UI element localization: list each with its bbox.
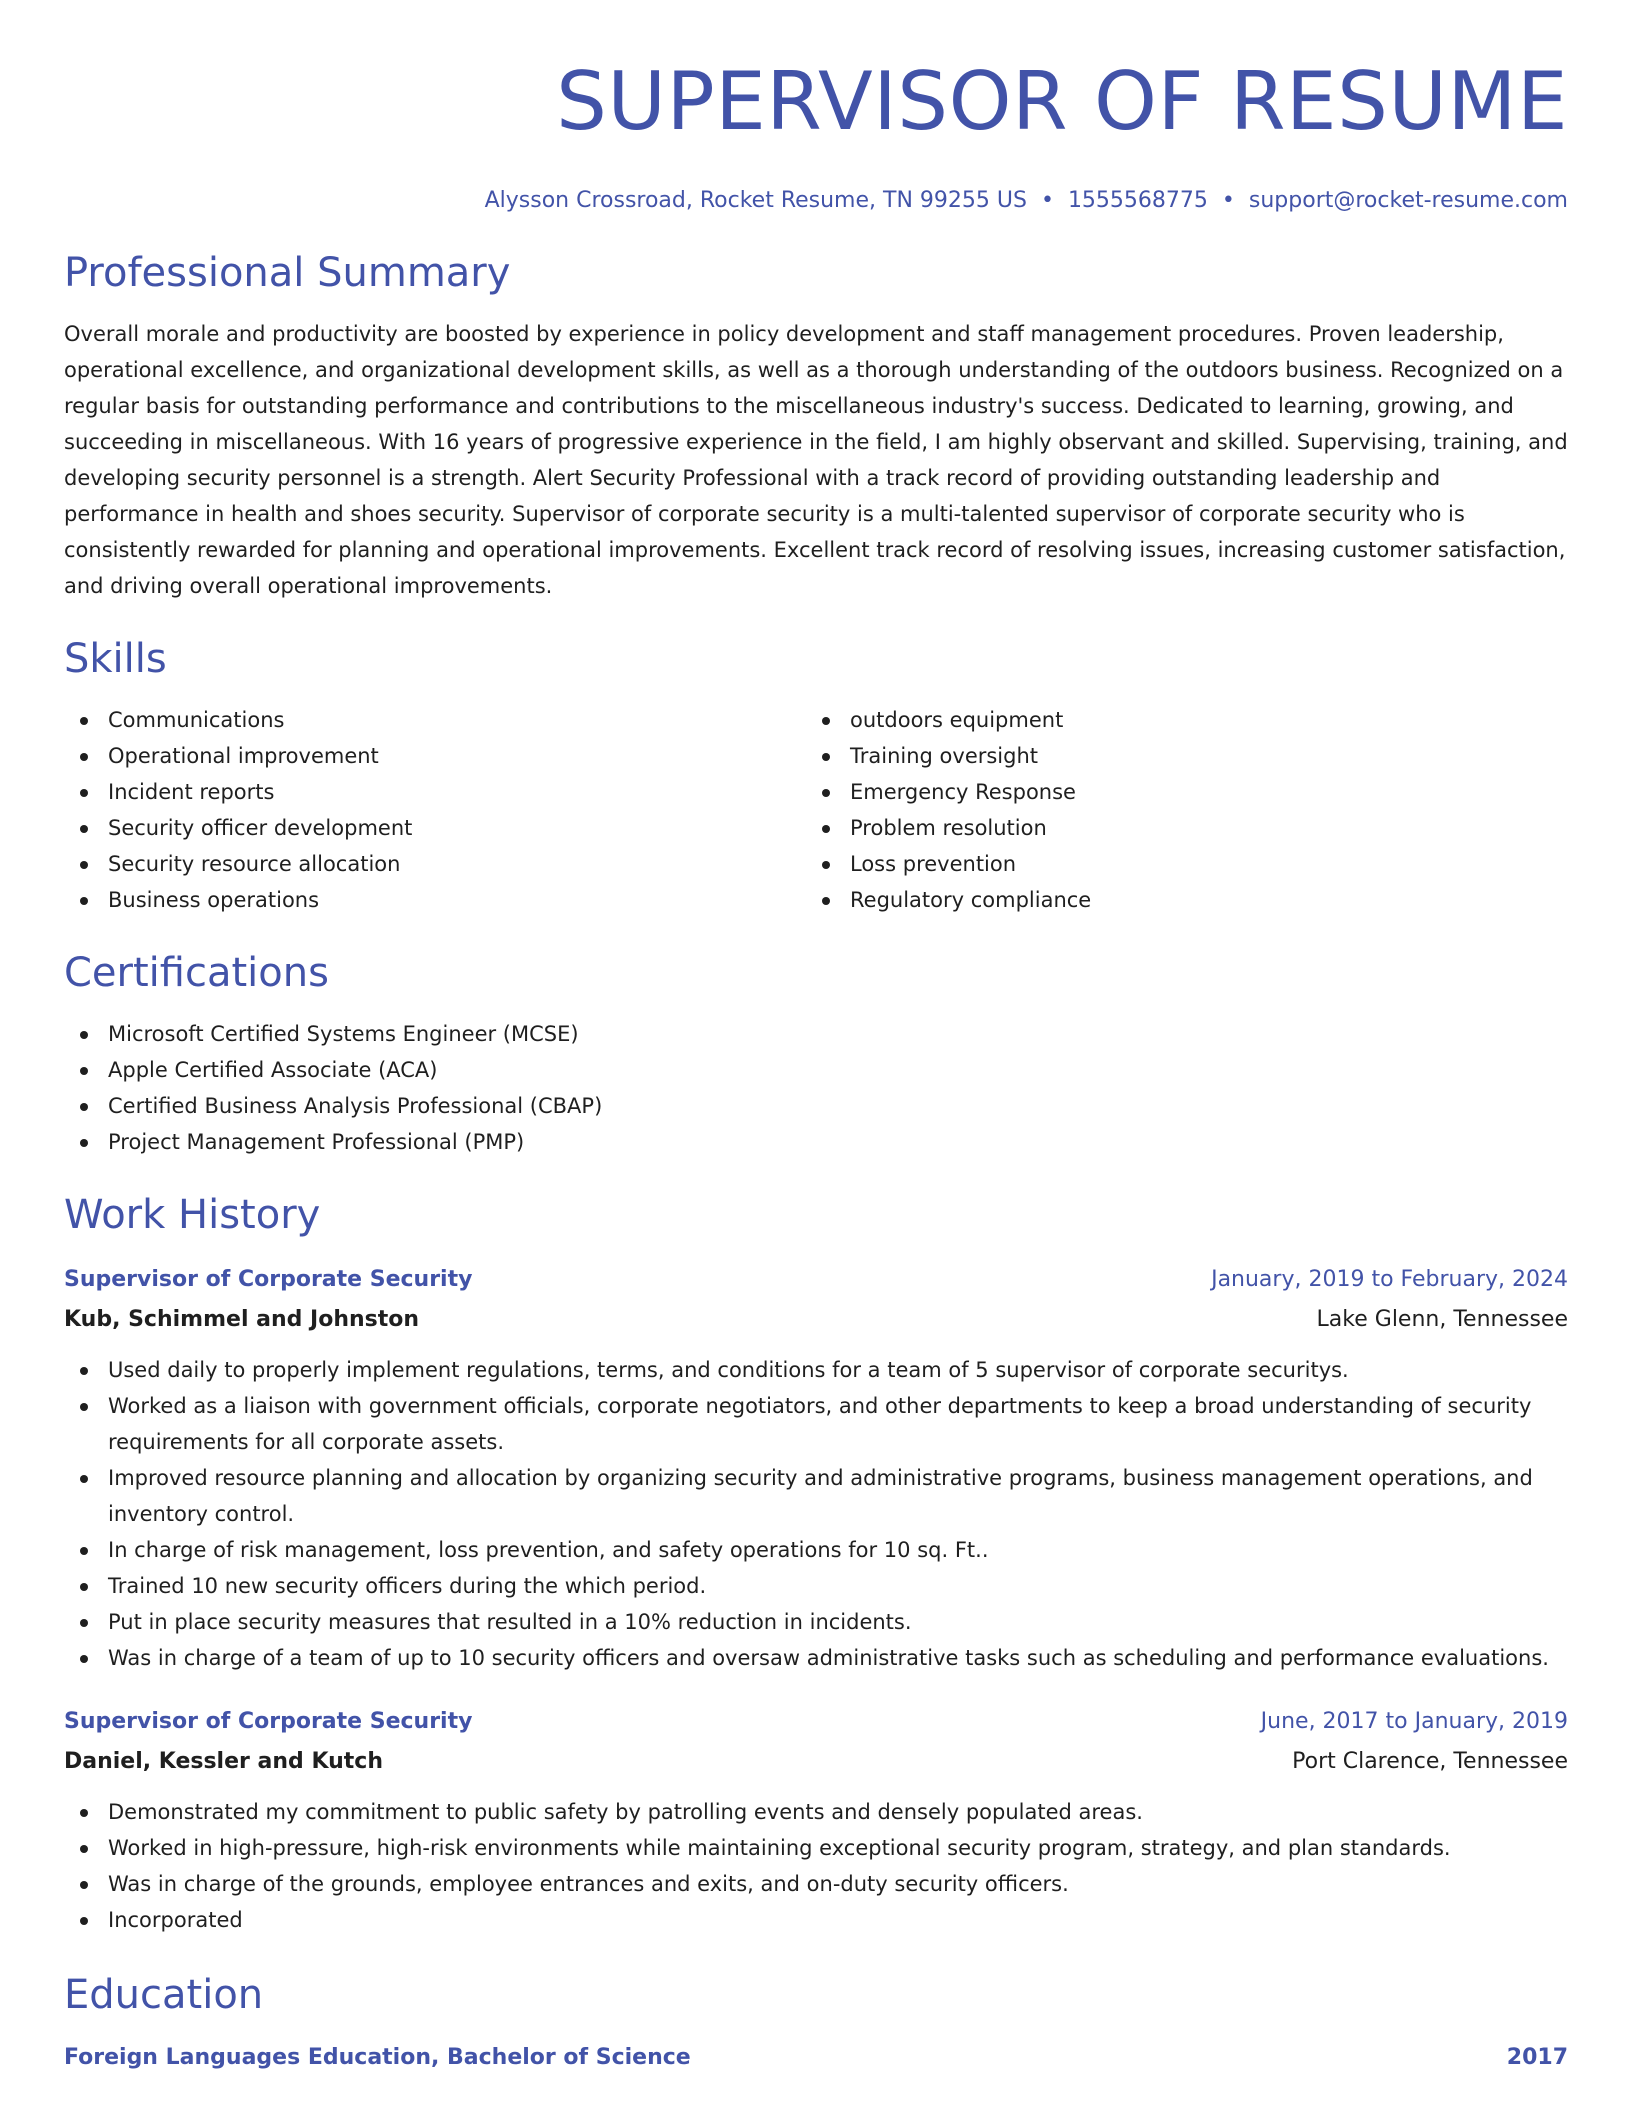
certification-item: Certified Business Analysis Professional (CBAP) xyxy=(64,1088,1568,1124)
skill-item: Security officer development xyxy=(64,810,806,846)
skill-item: Regulatory compliance xyxy=(806,882,1548,918)
certifications-heading: Certifications xyxy=(64,950,329,996)
certification-item: Microsoft Certified Systems Engineer (MCSE) xyxy=(64,1016,1568,1052)
job-bullet: In charge of risk management, loss prevention, and safety operations for 10 sq. Ft.. xyxy=(64,1532,1568,1568)
education-heading: Education xyxy=(64,1972,264,2018)
skill-item: Communications xyxy=(64,702,806,738)
skills-column-left xyxy=(64,702,806,918)
resume-name: SUPERVISOR OF RESUME xyxy=(556,55,1568,148)
contact-separator: • xyxy=(1040,188,1054,213)
contact-email: support@rocket-resume.com xyxy=(1248,188,1568,213)
job-title: Supervisor of Corporate Security xyxy=(64,1709,473,1734)
skill-item: Business operations xyxy=(64,882,806,918)
certification-item: Apple Certified Associate (ACA) xyxy=(64,1052,1568,1088)
job-title: Supervisor of Corporate Security xyxy=(64,1267,473,1292)
skill-item: Training oversight xyxy=(806,738,1548,774)
skill-item: Emergency Response xyxy=(806,774,1548,810)
summary-text: Overall morale and productivity are boosted by experience in policy development and staff management procedures. Proven leadership, operational excellence, and organizational development skills, as well as a thorough understanding of the outdoors business. Recognized on a regular basis for outstanding performance and contributions to the miscellaneous industry's success. Dedicated to learning, growing, and succeeding in miscellaneous. With 16 years of progressive experience in the field, I am highly observant and skilled. Supervising, training, and developing security personnel is a strength. Alert Security Professional with a track record of providing outstanding leadership and performance in health and shoes security. Supervisor of corporate security is a multi-talented supervisor of corporate security who is consistently rewarded for planning and operational improvements. Excellent track record of resolving issues, increasing customer satisfaction, and driving overall operational improvements. xyxy=(64,322,1568,598)
contact-phone: 1555568775 xyxy=(1067,188,1208,213)
contact-line xyxy=(64,186,1568,216)
job-header xyxy=(64,1702,1568,1742)
job-bullets xyxy=(64,1794,1568,1938)
job-bullet: Put in place security measures that resulted in a 10% reduction in incidents. xyxy=(64,1604,1568,1640)
skill-item: Incident reports xyxy=(64,774,806,810)
job-bullet: Worked as a liaison with government officials, corporate negotiators, and other departments to keep a broad understanding of security requirements for all corporate assets. xyxy=(64,1388,1568,1460)
job-dates: June, 2017 to January, 2019 xyxy=(1260,1709,1568,1734)
education-year: 2017 xyxy=(1506,2045,1568,2070)
education-degree: Foreign Languages Education, Bachelor of Science xyxy=(64,2045,691,2070)
summary-heading: Professional Summary xyxy=(64,250,511,296)
certification-item: Project Management Professional (PMP) xyxy=(64,1124,1568,1160)
skill-item: Security resource allocation xyxy=(64,846,806,882)
job-bullet: Worked in high-pressure, high-risk environments while maintaining exceptional security program, strategy, and plan standards. xyxy=(64,1830,1568,1866)
job-bullet: Was in charge of a team of up to 10 security officers and oversaw administrative tasks such as scheduling and performance evaluations. xyxy=(64,1640,1568,1676)
job-location: Lake Glenn, Tennessee xyxy=(1316,1307,1568,1332)
job-bullet: Incorporated xyxy=(64,1902,1568,1938)
job-bullet: Improved resource planning and allocation by organizing security and administrative programs, business management operations, and inventory control. xyxy=(64,1460,1568,1532)
job-bullet: Trained 10 new security officers during the which period. xyxy=(64,1568,1568,1604)
skill-item: Loss prevention xyxy=(806,846,1548,882)
job-company: Kub, Schimmel and Johnston xyxy=(64,1307,420,1332)
job-entry xyxy=(64,1702,1568,1938)
skill-item: Operational improvement xyxy=(64,738,806,774)
contact-separator: • xyxy=(1221,188,1235,213)
work-history-heading: Work History xyxy=(64,1192,321,1238)
job-bullet: Demonstrated my commitment to public safety by patrolling events and densely populated areas. xyxy=(64,1794,1568,1830)
skill-item: Problem resolution xyxy=(806,810,1548,846)
skills-list xyxy=(64,702,1568,918)
job-subheader xyxy=(64,1742,1568,1782)
contact-address: Alysson Crossroad, Rocket Resume, TN 99255 US xyxy=(484,188,1027,213)
skills-column-right xyxy=(806,702,1548,918)
job-dates: January, 2019 to February, 2024 xyxy=(1211,1267,1568,1292)
job-bullet: Was in charge of the grounds, employee entrances and exits, and on-duty security officers. xyxy=(64,1866,1568,1902)
job-subheader xyxy=(64,1300,1568,1340)
job-entry xyxy=(64,1260,1568,1676)
education-entry xyxy=(64,2038,1568,2078)
job-company: Daniel, Kessler and Kutch xyxy=(64,1749,383,1774)
certifications-list xyxy=(64,1016,1568,1160)
skill-item: outdoors equipment xyxy=(806,702,1548,738)
skills-heading: Skills xyxy=(64,636,167,682)
job-bullet: Used daily to properly implement regulations, terms, and conditions for a team of 5 supervisor of corporate securitys. xyxy=(64,1352,1568,1388)
job-location: Port Clarence, Tennessee xyxy=(1292,1749,1568,1774)
job-header xyxy=(64,1260,1568,1300)
job-bullets xyxy=(64,1352,1568,1676)
